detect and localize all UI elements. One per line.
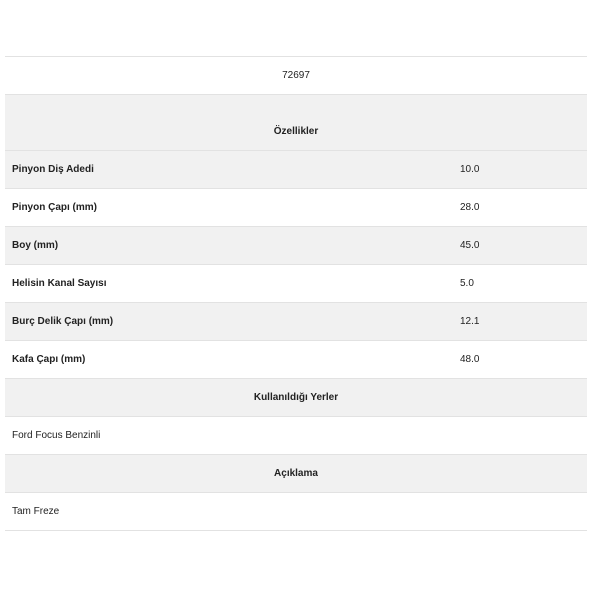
description-row	[5, 493, 587, 531]
spacer-row	[5, 95, 587, 113]
spec-label: Burç Delik Çapı (mm)	[12, 316, 114, 327]
spec-value: 10.0	[460, 164, 480, 175]
spec-value: 48.0	[460, 354, 480, 365]
spec-value: 45.0	[460, 240, 480, 251]
spec-value: 5.0	[460, 278, 474, 289]
spec-row	[5, 265, 587, 303]
description-header-row	[5, 455, 587, 493]
product-spec-table	[5, 56, 587, 531]
spec-row	[5, 151, 587, 189]
spec-label: Boy (mm)	[12, 240, 59, 251]
spec-label: Pinyon Çapı (mm)	[12, 202, 98, 213]
features-title: Özellikler	[273, 126, 319, 137]
usage-row	[5, 417, 587, 455]
spec-label: Pinyon Diş Adedi	[12, 164, 94, 175]
description-text: Tam Freze	[12, 506, 60, 517]
usage-text: Ford Focus Benzinli	[12, 430, 101, 441]
spec-row	[5, 303, 587, 341]
spec-label: Kafa Çapı (mm)	[12, 354, 86, 365]
features-header-row	[5, 113, 587, 151]
product-code: 72697	[282, 70, 310, 81]
usage-header-row	[5, 379, 587, 417]
description-title: Açıklama	[274, 468, 318, 479]
spec-value: 28.0	[460, 202, 480, 213]
spec-label: Helisin Kanal Sayısı	[12, 278, 107, 289]
usage-title: Kullanıldığı Yerler	[253, 392, 339, 403]
spec-row	[5, 227, 587, 265]
spec-row	[5, 189, 587, 227]
spec-value: 12.1	[460, 316, 480, 327]
spec-row	[5, 341, 587, 379]
product-code-row	[5, 57, 587, 95]
